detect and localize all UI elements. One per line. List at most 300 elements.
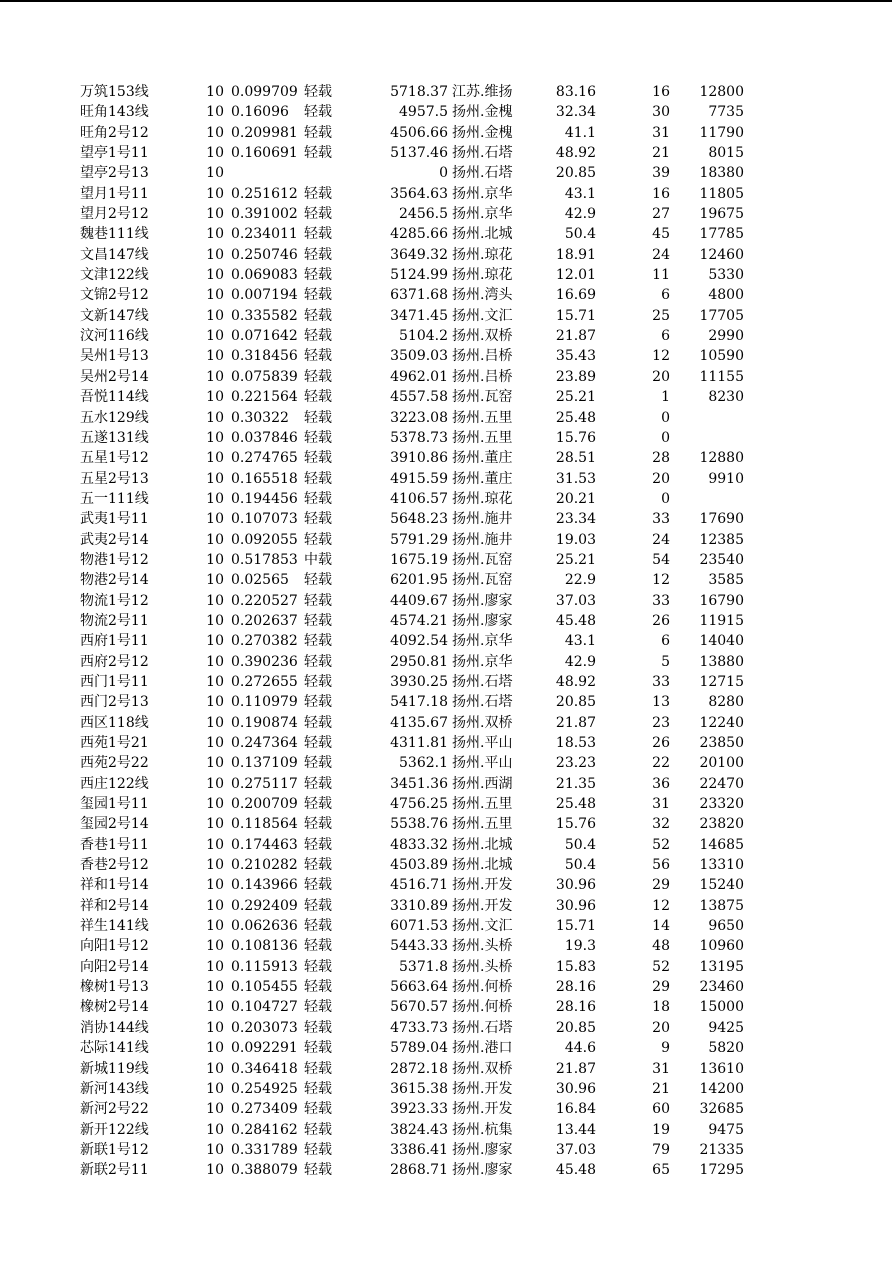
voltage-cell: 10 xyxy=(206,1040,224,1057)
voltage-cell: 10 xyxy=(206,836,224,853)
capacity-cell: 5330 xyxy=(708,267,744,284)
load-status-cell: 轻载 xyxy=(304,633,332,650)
count-cell: 52 xyxy=(652,836,670,853)
substation-cell: 扬州.何桥 xyxy=(452,979,513,996)
substation-cell: 扬州.五里 xyxy=(452,429,513,446)
length-cell: 3930.25 xyxy=(390,673,448,690)
length-cell: 5789.04 xyxy=(390,1040,448,1057)
load-status-cell: 轻载 xyxy=(304,1040,332,1057)
load-status-cell: 轻载 xyxy=(304,409,332,426)
voltage-cell: 10 xyxy=(206,714,224,731)
load-status-cell: 轻载 xyxy=(304,1060,332,1077)
voltage-cell: 10 xyxy=(206,1162,224,1179)
voltage-cell: 10 xyxy=(206,185,224,202)
table-row xyxy=(0,774,892,794)
voltage-cell: 10 xyxy=(206,1019,224,1036)
voltage-cell: 10 xyxy=(206,429,224,446)
voltage-cell: 10 xyxy=(206,592,224,609)
length-cell: 4833.32 xyxy=(390,836,448,853)
percent-cell: 32.34 xyxy=(555,104,596,121)
percent-cell: 15.76 xyxy=(555,816,596,833)
substation-cell: 扬州.何桥 xyxy=(452,999,513,1016)
capacity-cell: 7735 xyxy=(708,104,744,121)
length-cell: 4516.71 xyxy=(390,877,448,894)
length-cell: 5378.73 xyxy=(390,429,448,446)
length-cell: 3910.86 xyxy=(390,450,448,467)
count-cell: 20 xyxy=(652,470,670,487)
load-rate-cell: 0.194456 xyxy=(231,490,298,507)
load-rate-cell: 0.092291 xyxy=(231,1040,298,1057)
substation-cell: 扬州.琼花 xyxy=(452,490,513,507)
load-rate-cell: 0.200709 xyxy=(231,796,298,813)
table-row xyxy=(0,916,892,936)
voltage-cell: 10 xyxy=(206,1121,224,1138)
voltage-cell: 10 xyxy=(206,796,224,813)
voltage-cell: 10 xyxy=(206,673,224,690)
table-row xyxy=(0,835,892,855)
capacity-cell: 13880 xyxy=(699,653,744,670)
line-name-cell: 望月1号11 xyxy=(80,185,149,202)
line-name-cell: 望亭2号13 xyxy=(80,165,149,182)
load-status-cell: 轻载 xyxy=(304,816,332,833)
count-cell: 12 xyxy=(652,897,670,914)
voltage-cell: 10 xyxy=(206,612,224,629)
line-name-cell: 玺园2号14 xyxy=(80,816,149,833)
table-row xyxy=(0,387,892,407)
table-row xyxy=(0,957,892,977)
load-status-cell: 轻载 xyxy=(304,1019,332,1036)
percent-cell: 25.48 xyxy=(555,409,596,426)
substation-cell: 扬州.施井 xyxy=(452,531,513,548)
length-cell: 0 xyxy=(439,165,448,182)
line-name-cell: 望亭1号11 xyxy=(80,145,149,162)
substation-cell: 扬州.头桥 xyxy=(452,938,513,955)
load-status-cell: 轻载 xyxy=(304,348,332,365)
load-status-cell: 轻载 xyxy=(304,999,332,1016)
percent-cell: 15.71 xyxy=(555,918,596,935)
percent-cell: 50.4 xyxy=(564,836,596,853)
length-cell: 3824.43 xyxy=(390,1121,448,1138)
length-cell: 5791.29 xyxy=(390,531,448,548)
length-cell: 3923.33 xyxy=(390,1101,448,1118)
capacity-cell: 2990 xyxy=(708,328,744,345)
voltage-cell: 10 xyxy=(206,1080,224,1097)
load-status-cell: 轻载 xyxy=(304,84,332,100)
capacity-cell: 4800 xyxy=(708,287,744,304)
voltage-cell: 10 xyxy=(206,775,224,792)
capacity-cell: 13875 xyxy=(699,897,744,914)
line-name-cell: 吾悦114线 xyxy=(80,389,149,406)
voltage-cell: 10 xyxy=(206,877,224,894)
load-rate-cell: 0.391002 xyxy=(231,206,298,223)
percent-cell: 37.03 xyxy=(555,592,596,609)
load-status-cell: 轻载 xyxy=(304,287,332,304)
load-status-cell: 轻载 xyxy=(304,1101,332,1118)
length-cell: 4557.58 xyxy=(390,389,448,406)
table-row xyxy=(0,855,892,875)
voltage-cell: 10 xyxy=(206,307,224,324)
length-cell: 2456.5 xyxy=(399,206,448,223)
line-name-cell: 旺角2号12 xyxy=(80,124,149,141)
line-name-cell: 西区118线 xyxy=(80,714,149,731)
line-name-cell: 五星1号12 xyxy=(80,450,149,467)
count-cell: 11 xyxy=(652,267,670,284)
length-cell: 4962.01 xyxy=(390,368,448,385)
length-cell: 1675.19 xyxy=(390,551,448,568)
percent-cell: 30.96 xyxy=(555,1080,596,1097)
capacity-cell: 11915 xyxy=(699,612,744,629)
count-cell: 33 xyxy=(652,592,670,609)
length-cell: 6071.53 xyxy=(390,918,448,935)
length-cell: 4915.59 xyxy=(390,470,448,487)
substation-cell: 扬州.开发 xyxy=(452,897,513,914)
line-name-cell: 五一111线 xyxy=(80,490,149,507)
line-name-cell: 万筑153线 xyxy=(80,84,149,100)
count-cell: 24 xyxy=(652,246,670,263)
line-name-cell: 西门2号13 xyxy=(80,694,149,711)
substation-cell: 扬州.开发 xyxy=(452,1101,513,1118)
voltage-cell: 10 xyxy=(206,389,224,406)
capacity-cell: 8230 xyxy=(708,389,744,406)
capacity-cell: 23850 xyxy=(699,735,744,751)
voltage-cell: 10 xyxy=(206,1101,224,1118)
count-cell: 32 xyxy=(652,816,670,833)
percent-cell: 28.16 xyxy=(555,999,596,1016)
substation-cell: 扬州.双桥 xyxy=(452,714,513,731)
percent-cell: 21.87 xyxy=(555,714,596,731)
table-row xyxy=(0,1099,892,1119)
load-rate-cell: 0.273409 xyxy=(231,1101,298,1118)
percent-cell: 21.87 xyxy=(555,1060,596,1077)
line-name-cell: 五水129线 xyxy=(80,409,149,426)
substation-cell: 扬州.五里 xyxy=(452,816,513,833)
count-cell: 5 xyxy=(661,653,670,670)
load-rate-cell: 0.221564 xyxy=(231,389,298,406)
percent-cell: 43.1 xyxy=(564,185,596,202)
percent-cell: 45.48 xyxy=(555,612,596,629)
line-name-cell: 向阳1号12 xyxy=(80,938,149,955)
capacity-cell: 10590 xyxy=(699,348,744,365)
length-cell: 4506.66 xyxy=(390,124,448,141)
substation-cell: 扬州.董庄 xyxy=(452,470,513,487)
count-cell: 26 xyxy=(652,612,670,629)
load-status-cell: 轻载 xyxy=(304,735,332,751)
count-cell: 6 xyxy=(661,633,670,650)
length-cell: 5137.46 xyxy=(390,145,448,162)
top-border xyxy=(0,0,892,2)
line-name-cell: 向阳2号14 xyxy=(80,958,149,975)
count-cell: 6 xyxy=(661,287,670,304)
voltage-cell: 10 xyxy=(206,918,224,935)
load-rate-cell: 0.210282 xyxy=(231,857,298,874)
load-rate-cell: 0.203073 xyxy=(231,1019,298,1036)
voltage-cell: 10 xyxy=(206,1141,224,1158)
data-table xyxy=(0,82,892,1181)
table-row xyxy=(0,1059,892,1079)
load-status-cell: 轻载 xyxy=(304,653,332,670)
load-rate-cell: 0.02565 xyxy=(231,572,289,589)
capacity-cell: 21335 xyxy=(699,1141,744,1158)
table-row xyxy=(0,265,892,285)
length-cell: 5538.76 xyxy=(390,816,448,833)
percent-cell: 20.85 xyxy=(555,694,596,711)
capacity-cell: 23460 xyxy=(699,979,744,996)
count-cell: 48 xyxy=(652,938,670,955)
voltage-cell: 10 xyxy=(206,246,224,263)
table-row xyxy=(0,306,892,326)
substation-cell: 扬州.文汇 xyxy=(452,307,513,324)
count-cell: 31 xyxy=(652,796,670,813)
count-cell: 29 xyxy=(652,979,670,996)
count-cell: 1 xyxy=(661,389,670,406)
substation-cell: 扬州.石塔 xyxy=(452,673,513,690)
count-cell: 20 xyxy=(652,368,670,385)
table-row xyxy=(0,245,892,265)
voltage-cell: 10 xyxy=(206,409,224,426)
line-name-cell: 橡树1号13 xyxy=(80,979,149,996)
count-cell: 45 xyxy=(652,226,670,243)
count-cell: 21 xyxy=(652,145,670,162)
substation-cell: 扬州.京华 xyxy=(452,185,513,202)
load-status-cell: 轻载 xyxy=(304,267,332,284)
table-row xyxy=(0,631,892,651)
table-row xyxy=(0,977,892,997)
load-rate-cell: 0.254925 xyxy=(231,1080,298,1097)
load-status-cell: 轻载 xyxy=(304,836,332,853)
substation-cell: 扬州.琼花 xyxy=(452,267,513,284)
capacity-cell: 15000 xyxy=(699,999,744,1016)
percent-cell: 12.01 xyxy=(555,267,596,284)
table-row xyxy=(0,1120,892,1140)
line-name-cell: 西苑2号22 xyxy=(80,755,149,772)
load-rate-cell: 0.092055 xyxy=(231,531,298,548)
voltage-cell: 10 xyxy=(206,84,224,100)
capacity-cell: 11805 xyxy=(699,185,744,202)
load-rate-cell: 0.346418 xyxy=(231,1060,298,1077)
percent-cell: 42.9 xyxy=(564,206,596,223)
count-cell: 36 xyxy=(652,775,670,792)
length-cell: 3451.36 xyxy=(390,775,448,792)
length-cell: 4574.21 xyxy=(390,612,448,629)
capacity-cell: 12800 xyxy=(699,84,744,100)
table-row xyxy=(0,469,892,489)
substation-cell: 扬州.董庄 xyxy=(452,450,513,467)
load-rate-cell: 0.099709 xyxy=(231,84,298,100)
capacity-cell: 18380 xyxy=(699,165,744,182)
table-row xyxy=(0,570,892,590)
load-status-cell: 轻载 xyxy=(304,918,332,935)
percent-cell: 15.71 xyxy=(555,307,596,324)
load-status-cell: 轻载 xyxy=(304,104,332,121)
line-name-cell: 新联2号11 xyxy=(80,1162,149,1179)
load-status-cell: 轻载 xyxy=(304,1141,332,1158)
load-status-cell: 轻载 xyxy=(304,958,332,975)
load-rate-cell: 0.160691 xyxy=(231,145,298,162)
load-status-cell: 轻载 xyxy=(304,938,332,955)
capacity-cell: 9650 xyxy=(708,918,744,935)
load-status-cell: 轻载 xyxy=(304,1162,332,1179)
voltage-cell: 10 xyxy=(206,470,224,487)
voltage-cell: 10 xyxy=(206,755,224,772)
length-cell: 5648.23 xyxy=(390,511,448,528)
table-row xyxy=(0,224,892,244)
percent-cell: 43.1 xyxy=(564,633,596,650)
count-cell: 16 xyxy=(652,84,670,100)
line-name-cell: 西庄122线 xyxy=(80,775,149,792)
load-status-cell: 轻载 xyxy=(304,368,332,385)
substation-cell: 扬州.港口 xyxy=(452,1040,513,1057)
load-status-cell: 轻载 xyxy=(304,226,332,243)
voltage-cell: 10 xyxy=(206,145,224,162)
capacity-cell: 9475 xyxy=(708,1121,744,1138)
percent-cell: 13.44 xyxy=(555,1121,596,1138)
substation-cell: 扬州.开发 xyxy=(452,877,513,894)
substation-cell: 扬州.瓦窑 xyxy=(452,389,513,406)
percent-cell: 21.87 xyxy=(555,328,596,345)
load-rate-cell: 0.104727 xyxy=(231,999,298,1016)
percent-cell: 37.03 xyxy=(555,1141,596,1158)
length-cell: 5718.37 xyxy=(390,84,448,100)
load-rate-cell: 0.270382 xyxy=(231,633,298,650)
count-cell: 18 xyxy=(652,999,670,1016)
length-cell: 2868.71 xyxy=(390,1162,448,1179)
capacity-cell: 8015 xyxy=(708,145,744,162)
load-rate-cell: 0.202637 xyxy=(231,612,298,629)
capacity-cell: 14040 xyxy=(699,633,744,650)
length-cell: 5417.18 xyxy=(390,694,448,711)
load-rate-cell: 0.190874 xyxy=(231,714,298,731)
count-cell: 33 xyxy=(652,511,670,528)
load-status-cell: 轻载 xyxy=(304,490,332,507)
load-status-cell: 轻载 xyxy=(304,612,332,629)
capacity-cell: 17690 xyxy=(699,511,744,528)
load-status-cell: 轻载 xyxy=(304,979,332,996)
line-name-cell: 物流2号11 xyxy=(80,612,149,629)
table-row xyxy=(0,204,892,224)
substation-cell: 扬州.平山 xyxy=(452,735,513,751)
load-status-cell: 轻载 xyxy=(304,470,332,487)
load-status-cell: 轻载 xyxy=(304,124,332,141)
length-cell: 5124.99 xyxy=(390,267,448,284)
line-name-cell: 文新147线 xyxy=(80,307,149,324)
voltage-cell: 10 xyxy=(206,206,224,223)
load-status-cell: 轻载 xyxy=(304,572,332,589)
length-cell: 3386.41 xyxy=(390,1141,448,1158)
line-name-cell: 武夷2号14 xyxy=(80,531,149,548)
substation-cell: 扬州.金槐 xyxy=(452,104,513,121)
voltage-cell: 10 xyxy=(206,511,224,528)
load-status-cell: 轻载 xyxy=(304,857,332,874)
capacity-cell: 11790 xyxy=(699,124,744,141)
load-rate-cell: 0.247364 xyxy=(231,735,298,751)
voltage-cell: 10 xyxy=(206,450,224,467)
voltage-cell: 10 xyxy=(206,165,224,182)
count-cell: 24 xyxy=(652,531,670,548)
capacity-cell: 3585 xyxy=(708,572,744,589)
load-status-cell: 轻载 xyxy=(304,145,332,162)
voltage-cell: 10 xyxy=(206,979,224,996)
substation-cell: 扬州.廖家 xyxy=(452,1162,513,1179)
load-status-cell: 轻载 xyxy=(304,673,332,690)
table-row xyxy=(0,733,892,753)
percent-cell: 23.23 xyxy=(555,755,596,772)
percent-cell: 19.3 xyxy=(564,938,596,955)
table-row xyxy=(0,448,892,468)
length-cell: 4285.66 xyxy=(390,226,448,243)
count-cell: 0 xyxy=(661,490,670,507)
table-row xyxy=(0,713,892,733)
capacity-cell: 9425 xyxy=(708,1019,744,1036)
length-cell: 3509.03 xyxy=(390,348,448,365)
table-row xyxy=(0,672,892,692)
capacity-cell: 11155 xyxy=(699,368,744,385)
load-rate-cell: 0.165518 xyxy=(231,470,298,487)
line-name-cell: 西府2号12 xyxy=(80,653,149,670)
substation-cell: 扬州.双桥 xyxy=(452,328,513,345)
substation-cell: 扬州.吕桥 xyxy=(452,348,513,365)
voltage-cell: 10 xyxy=(206,897,224,914)
length-cell: 5104.2 xyxy=(399,328,448,345)
line-name-cell: 五遂131线 xyxy=(80,429,149,446)
length-cell: 5443.33 xyxy=(390,938,448,955)
load-rate-cell: 0.390236 xyxy=(231,653,298,670)
count-cell: 21 xyxy=(652,1080,670,1097)
load-rate-cell: 0.174463 xyxy=(231,836,298,853)
load-rate-cell: 0.251612 xyxy=(231,185,298,202)
percent-cell: 22.9 xyxy=(564,572,596,589)
load-rate-cell: 0.234011 xyxy=(231,226,298,243)
substation-cell: 扬州.五里 xyxy=(452,796,513,813)
percent-cell: 20.21 xyxy=(555,490,596,507)
line-name-cell: 吴州2号14 xyxy=(80,368,149,385)
voltage-cell: 10 xyxy=(206,124,224,141)
line-name-cell: 西苑1号21 xyxy=(80,735,149,751)
capacity-cell: 12715 xyxy=(699,673,744,690)
load-rate-cell: 0.075839 xyxy=(231,368,298,385)
line-name-cell: 新城119线 xyxy=(80,1060,149,1077)
count-cell: 65 xyxy=(652,1162,670,1179)
voltage-cell: 10 xyxy=(206,633,224,650)
table-row xyxy=(0,428,892,448)
percent-cell: 28.51 xyxy=(555,450,596,467)
count-cell: 12 xyxy=(652,572,670,589)
load-rate-cell: 0.30322 xyxy=(231,409,289,426)
line-name-cell: 祥生141线 xyxy=(80,918,149,935)
line-name-cell: 新河143线 xyxy=(80,1080,149,1097)
line-name-cell: 吴州1号13 xyxy=(80,348,149,365)
substation-cell: 扬州.京华 xyxy=(452,206,513,223)
percent-cell: 44.6 xyxy=(564,1040,596,1057)
capacity-cell: 8280 xyxy=(708,694,744,711)
percent-cell: 20.85 xyxy=(555,165,596,182)
length-cell: 6201.95 xyxy=(390,572,448,589)
table-row xyxy=(0,794,892,814)
line-name-cell: 物港2号14 xyxy=(80,572,149,589)
capacity-cell: 9910 xyxy=(708,470,744,487)
count-cell: 52 xyxy=(652,958,670,975)
percent-cell: 15.76 xyxy=(555,429,596,446)
load-rate-cell: 0.335582 xyxy=(231,307,298,324)
table-row xyxy=(0,530,892,550)
percent-cell: 20.85 xyxy=(555,1019,596,1036)
substation-cell: 扬州.西湖 xyxy=(452,775,513,792)
table-row xyxy=(0,611,892,631)
substation-cell: 扬州.吕桥 xyxy=(452,368,513,385)
load-rate-cell: 0.209981 xyxy=(231,124,298,141)
line-name-cell: 西府1号11 xyxy=(80,633,149,650)
length-cell: 4409.67 xyxy=(390,592,448,609)
line-name-cell: 旺角143线 xyxy=(80,104,149,121)
